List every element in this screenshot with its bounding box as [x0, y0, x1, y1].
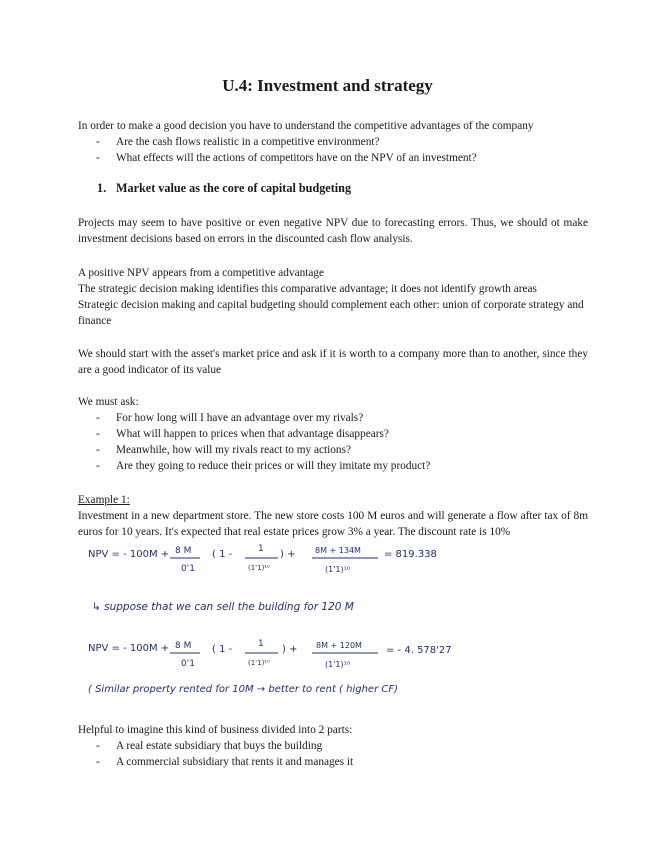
- must-ask-lead: We must ask:: [78, 396, 139, 408]
- handwritten-note-2: ( Similar property rented for 10M → better to rent ( higher CF): [88, 684, 399, 695]
- eq2-frac2-den: (1'1)¹⁰: [248, 659, 270, 667]
- list-item: - A real estate subsidiary that buys the building: [96, 738, 353, 754]
- eq1-paren-close: ) +: [280, 549, 296, 560]
- paragraph-projects: Projects may seem to have positive or even negative NPV due to forecasting errors. Thus, we should ot make investment decisions based on errors in the discounted cash flow analysis.: [78, 217, 588, 245]
- eq1-frac3-den: (1'1)¹⁰: [325, 565, 351, 574]
- advantage-line: Strategic decision making and capital budgeting should complement each other: union of corporate strategy and finance: [78, 299, 584, 327]
- eq1-frac2-num: 1: [258, 544, 264, 554]
- eq2-paren-close: ) +: [282, 644, 298, 655]
- eq1-frac3-num: 8M + 134M: [315, 546, 361, 555]
- list-item: - For how long will I have an advantage over my rivals?: [96, 410, 430, 426]
- paragraph-market-price: We should start with the asset's market price and ask if it is worth to a company more than to another, since they are a good indicator of its value: [78, 348, 588, 376]
- helpful-bullet-list: [96, 738, 353, 770]
- eq1-frac1-den: 0'1: [181, 564, 195, 574]
- intro-text: In order to make a good decision you have to understand the competitive advantages of the company: [78, 120, 534, 132]
- eq1-result: = 819.338: [384, 549, 437, 560]
- example-label: Example 1:: [78, 494, 130, 506]
- list-item: - A commercial subsidiary that rents it and manages it: [96, 754, 353, 770]
- eq2-frac3-num: 8M + 120M: [316, 641, 362, 650]
- section-number: 1.: [97, 181, 107, 195]
- list-item: - Meanwhile, how will my rivals react to my actions?: [96, 442, 430, 458]
- advantage-line: A positive NPV appears from a competitive advantage: [78, 267, 325, 279]
- handwritten-note-1: ↳ suppose that we can sell the building for 120 M: [92, 601, 354, 613]
- eq2-result: = - 4. 578'27: [386, 645, 452, 656]
- eq1-lhs: NPV = - 100M +: [88, 549, 170, 560]
- eq2-frac2-num: 1: [258, 639, 264, 649]
- handwritten-equation-1: [88, 544, 437, 574]
- advantage-line: The strategic decision making identifies this comparative advantage; it does not identify growth areas: [78, 283, 537, 295]
- list-item: - What effects will the actions of competitors have on the NPV of an investment?: [96, 150, 477, 166]
- eq1-frac1-num: 8 M: [175, 546, 192, 556]
- helpful-lead: Helpful to imagine this kind of business divided into 2 parts:: [78, 724, 353, 736]
- eq2-lhs: NPV = - 100M +: [88, 643, 170, 654]
- eq2-paren-open: ( 1 -: [212, 644, 233, 655]
- eq2-frac1-num: 8 M: [175, 641, 192, 651]
- list-item: - What will happen to prices when that advantage disappears?: [96, 426, 430, 442]
- list-item: - Are they going to reduce their prices or will they imitate my product?: [96, 458, 430, 474]
- eq2-frac1-den: 0'1: [181, 659, 195, 669]
- eq1-paren-open: ( 1 -: [212, 549, 233, 560]
- eq2-frac3-den: (1'1)¹⁰: [325, 660, 351, 669]
- page-title: U.4: Investment and strategy: [222, 76, 433, 95]
- example-text: Investment in a new department store. The new store costs 100 M euros and will generate a flow after tax of 8m euros for 10 years. It's expected that real estate prices grow 3% a year. The discount rate is 10%: [78, 510, 588, 538]
- list-item: - Are the cash flows realistic in a competitive environment?: [96, 134, 477, 150]
- section-title: Market value as the core of capital budgeting: [116, 181, 352, 195]
- handwritten-equation-2: [88, 639, 452, 669]
- eq1-frac2-den: (1'1)¹⁰: [248, 564, 270, 572]
